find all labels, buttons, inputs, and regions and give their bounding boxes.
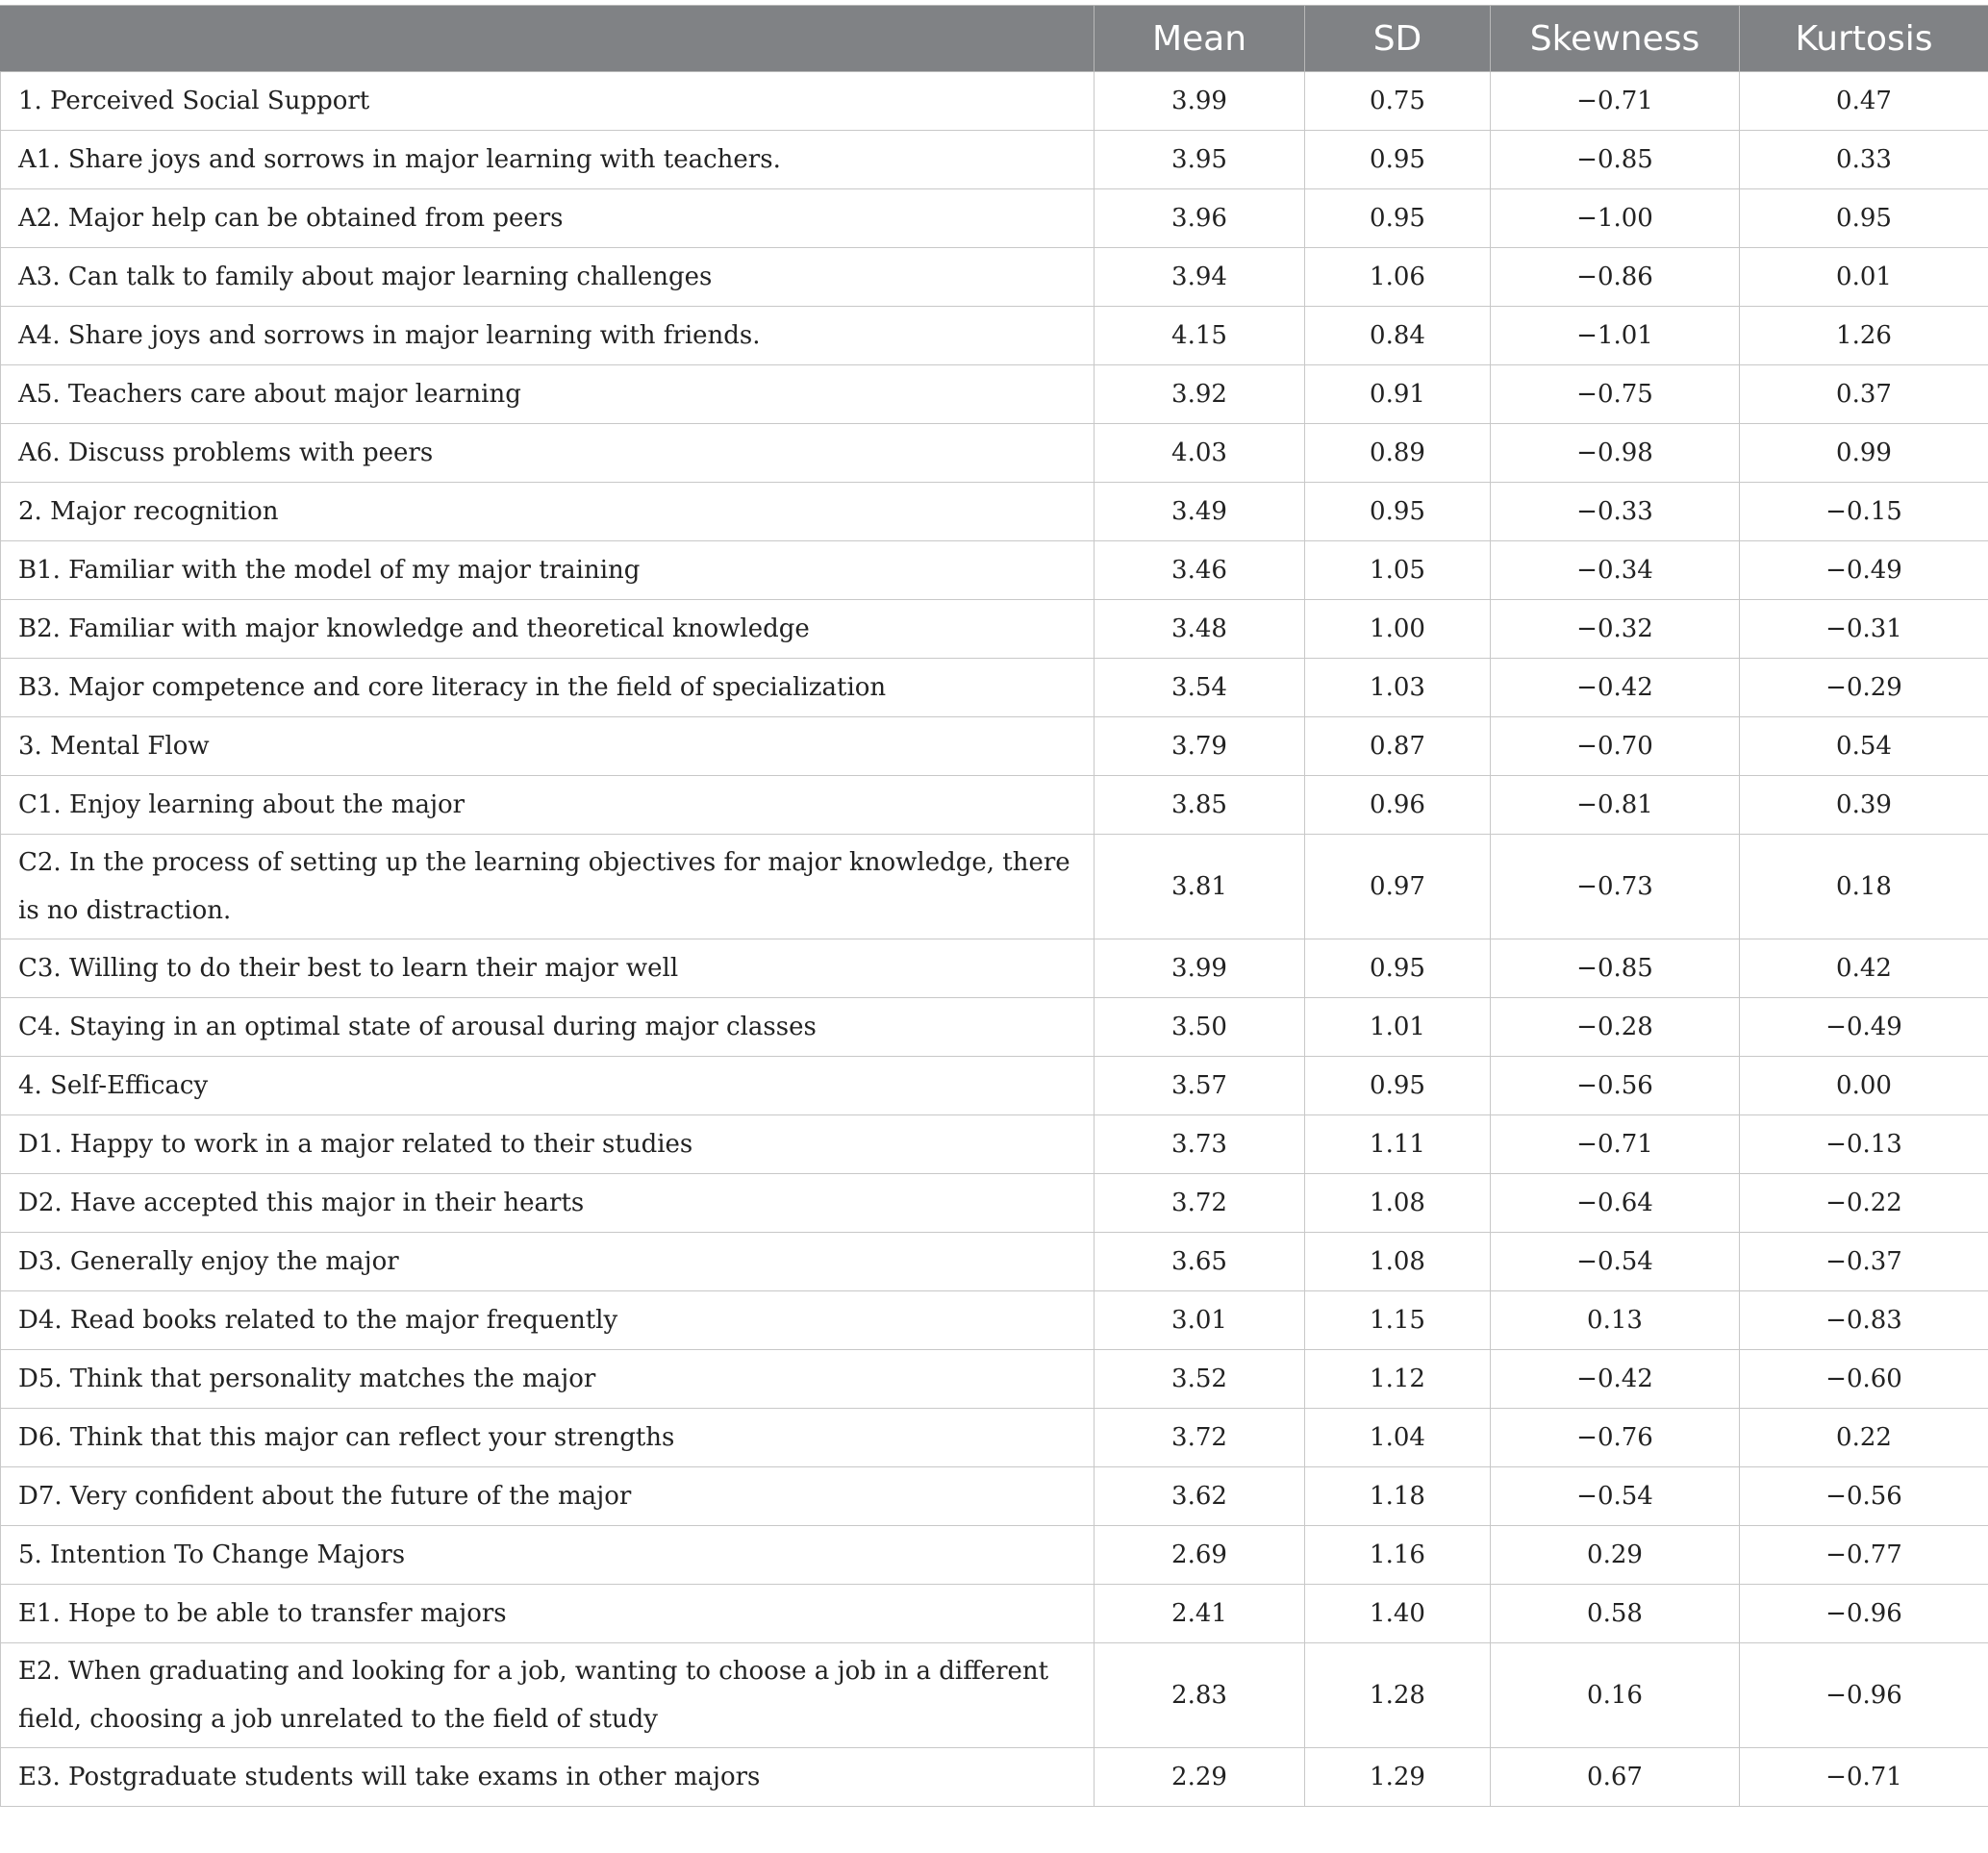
table-row: [1, 1115, 1988, 1174]
table-row: [1, 1409, 1988, 1467]
cell-sd: 1.08: [1305, 1233, 1491, 1291]
cell-sd: 1.15: [1305, 1291, 1491, 1350]
cell-item: D6. Think that this major can reflect your strengths: [1, 1409, 1095, 1467]
cell-item: D5. Think that personality matches the major: [1, 1350, 1095, 1409]
cell-item: A5. Teachers care about major learning: [1, 365, 1095, 424]
table-row: [1, 1748, 1988, 1807]
cell-item: A6. Discuss problems with peers: [1, 424, 1095, 483]
cell-skewness: 0.29: [1491, 1526, 1740, 1585]
cell-item: D3. Generally enjoy the major: [1, 1233, 1095, 1291]
table-row: [1, 189, 1988, 248]
cell-item: C1. Enjoy learning about the major: [1, 776, 1095, 835]
table-row: [1, 939, 1988, 998]
cell-item: B2. Familiar with major knowledge and theoretical knowledge: [1, 600, 1095, 659]
table-row: [1, 248, 1988, 307]
header-sd: SD: [1305, 6, 1491, 72]
cell-kurtosis: 0.00: [1740, 1057, 1988, 1115]
cell-item: D1. Happy to work in a major related to their studies: [1, 1115, 1095, 1174]
table-row: [1, 998, 1988, 1057]
cell-sd: 1.04: [1305, 1409, 1491, 1467]
table-row: [1, 1233, 1988, 1291]
cell-skewness: −0.32: [1491, 600, 1740, 659]
table-row: [1, 717, 1988, 776]
cell-kurtosis: 0.99: [1740, 424, 1988, 483]
cell-kurtosis: −0.56: [1740, 1467, 1988, 1526]
table-row: [1, 424, 1988, 483]
cell-mean: 3.85: [1095, 776, 1305, 835]
cell-kurtosis: 0.42: [1740, 939, 1988, 998]
cell-skewness: 0.16: [1491, 1643, 1740, 1748]
cell-sd: 1.08: [1305, 1174, 1491, 1233]
cell-kurtosis: 0.54: [1740, 717, 1988, 776]
cell-sd: 0.95: [1305, 1057, 1491, 1115]
cell-skewness: −0.34: [1491, 541, 1740, 600]
cell-sd: 1.00: [1305, 600, 1491, 659]
cell-item: A1. Share joys and sorrows in major learning with teachers.: [1, 131, 1095, 189]
cell-sd: 1.12: [1305, 1350, 1491, 1409]
cell-kurtosis: −0.37: [1740, 1233, 1988, 1291]
cell-item: 2. Major recognition: [1, 483, 1095, 541]
cell-sd: 1.28: [1305, 1643, 1491, 1748]
cell-mean: 3.65: [1095, 1233, 1305, 1291]
cell-mean: 4.15: [1095, 307, 1305, 365]
cell-sd: 0.91: [1305, 365, 1491, 424]
cell-item: C3. Willing to do their best to learn their major well: [1, 939, 1095, 998]
table-row: [1, 1350, 1988, 1409]
cell-kurtosis: −0.71: [1740, 1748, 1988, 1807]
descriptive-statistics-table: [0, 5, 1988, 1807]
cell-mean: 3.92: [1095, 365, 1305, 424]
cell-skewness: −0.86: [1491, 248, 1740, 307]
cell-item: E3. Postgraduate students will take exams in other majors: [1, 1748, 1095, 1807]
header-item: [1, 6, 1095, 72]
cell-sd: 0.87: [1305, 717, 1491, 776]
cell-kurtosis: 0.33: [1740, 131, 1988, 189]
cell-kurtosis: −0.22: [1740, 1174, 1988, 1233]
cell-kurtosis: 0.22: [1740, 1409, 1988, 1467]
table-body: [1, 72, 1988, 1807]
cell-mean: 3.99: [1095, 72, 1305, 131]
cell-skewness: −0.54: [1491, 1233, 1740, 1291]
cell-skewness: −0.98: [1491, 424, 1740, 483]
cell-mean: 3.01: [1095, 1291, 1305, 1350]
cell-item: A3. Can talk to family about major learning challenges: [1, 248, 1095, 307]
cell-mean: 2.41: [1095, 1585, 1305, 1643]
cell-mean: 3.52: [1095, 1350, 1305, 1409]
cell-sd: 1.16: [1305, 1526, 1491, 1585]
cell-mean: 4.03: [1095, 424, 1305, 483]
table-row: [1, 1585, 1988, 1643]
cell-skewness: 0.13: [1491, 1291, 1740, 1350]
cell-skewness: −0.76: [1491, 1409, 1740, 1467]
cell-mean: 3.57: [1095, 1057, 1305, 1115]
cell-skewness: −0.75: [1491, 365, 1740, 424]
cell-skewness: −0.81: [1491, 776, 1740, 835]
cell-sd: 0.95: [1305, 483, 1491, 541]
cell-sd: 0.97: [1305, 835, 1491, 939]
cell-sd: 1.06: [1305, 248, 1491, 307]
cell-kurtosis: −0.49: [1740, 998, 1988, 1057]
cell-item: D2. Have accepted this major in their hearts: [1, 1174, 1095, 1233]
cell-kurtosis: 0.47: [1740, 72, 1988, 131]
cell-kurtosis: −0.29: [1740, 659, 1988, 717]
table-row: [1, 72, 1988, 131]
cell-item: A4. Share joys and sorrows in major learning with friends.: [1, 307, 1095, 365]
table-row: [1, 1291, 1988, 1350]
cell-mean: 3.50: [1095, 998, 1305, 1057]
header-skewness: Skewness: [1491, 6, 1740, 72]
cell-sd: 0.84: [1305, 307, 1491, 365]
cell-kurtosis: −0.49: [1740, 541, 1988, 600]
cell-item: 5. Intention To Change Majors: [1, 1526, 1095, 1585]
table-row: [1, 1057, 1988, 1115]
cell-skewness: −0.70: [1491, 717, 1740, 776]
cell-mean: 3.62: [1095, 1467, 1305, 1526]
cell-sd: 0.95: [1305, 939, 1491, 998]
cell-sd: 0.95: [1305, 189, 1491, 248]
table-row: [1, 659, 1988, 717]
cell-skewness: 0.58: [1491, 1585, 1740, 1643]
cell-sd: 1.05: [1305, 541, 1491, 600]
cell-item: 3. Mental Flow: [1, 717, 1095, 776]
cell-mean: 3.94: [1095, 248, 1305, 307]
cell-sd: 1.40: [1305, 1585, 1491, 1643]
cell-skewness: −0.71: [1491, 72, 1740, 131]
cell-mean: 3.54: [1095, 659, 1305, 717]
cell-mean: 3.96: [1095, 189, 1305, 248]
cell-kurtosis: −0.96: [1740, 1643, 1988, 1748]
cell-kurtosis: −0.31: [1740, 600, 1988, 659]
table-row: [1, 1174, 1988, 1233]
cell-sd: 1.01: [1305, 998, 1491, 1057]
cell-skewness: −0.56: [1491, 1057, 1740, 1115]
cell-skewness: −0.54: [1491, 1467, 1740, 1526]
cell-mean: 2.83: [1095, 1643, 1305, 1748]
cell-kurtosis: −0.13: [1740, 1115, 1988, 1174]
table-row: [1, 835, 1988, 939]
table-row: [1, 1643, 1988, 1748]
cell-skewness: −0.85: [1491, 939, 1740, 998]
cell-sd: 1.11: [1305, 1115, 1491, 1174]
cell-mean: 3.81: [1095, 835, 1305, 939]
cell-skewness: −0.42: [1491, 1350, 1740, 1409]
cell-item: 1. Perceived Social Support: [1, 72, 1095, 131]
cell-kurtosis: −0.96: [1740, 1585, 1988, 1643]
cell-sd: 0.75: [1305, 72, 1491, 131]
cell-kurtosis: 0.95: [1740, 189, 1988, 248]
cell-item: B1. Familiar with the model of my major training: [1, 541, 1095, 600]
cell-sd: 0.96: [1305, 776, 1491, 835]
cell-item: E1. Hope to be able to transfer majors: [1, 1585, 1095, 1643]
cell-kurtosis: −0.77: [1740, 1526, 1988, 1585]
cell-item: 4. Self-Efficacy: [1, 1057, 1095, 1115]
table-row: [1, 365, 1988, 424]
cell-item: B3. Major competence and core literacy in the field of specialization: [1, 659, 1095, 717]
cell-kurtosis: 0.01: [1740, 248, 1988, 307]
header-row: [1, 6, 1988, 72]
table-row: [1, 307, 1988, 365]
cell-kurtosis: −0.15: [1740, 483, 1988, 541]
cell-skewness: −1.01: [1491, 307, 1740, 365]
cell-mean: 3.99: [1095, 939, 1305, 998]
cell-skewness: −1.00: [1491, 189, 1740, 248]
cell-kurtosis: 0.18: [1740, 835, 1988, 939]
table-row: [1, 1467, 1988, 1526]
header-mean: Mean: [1095, 6, 1305, 72]
cell-mean: 2.29: [1095, 1748, 1305, 1807]
cell-kurtosis: −0.83: [1740, 1291, 1988, 1350]
cell-item: E2. When graduating and looking for a job, wanting to choose a job in a different field, choosing a job unrelated to the field of study: [1, 1643, 1095, 1748]
table-header: [1, 6, 1988, 72]
cell-mean: 3.95: [1095, 131, 1305, 189]
cell-item: D7. Very confident about the future of the major: [1, 1467, 1095, 1526]
cell-skewness: −0.64: [1491, 1174, 1740, 1233]
cell-mean: 3.46: [1095, 541, 1305, 600]
cell-mean: 3.72: [1095, 1174, 1305, 1233]
cell-sd: 0.89: [1305, 424, 1491, 483]
cell-skewness: −0.42: [1491, 659, 1740, 717]
cell-item: A2. Major help can be obtained from peers: [1, 189, 1095, 248]
cell-skewness: −0.73: [1491, 835, 1740, 939]
table-row: [1, 483, 1988, 541]
cell-skewness: −0.71: [1491, 1115, 1740, 1174]
cell-mean: 3.72: [1095, 1409, 1305, 1467]
header-kurtosis: Kurtosis: [1740, 6, 1988, 72]
table-row: [1, 1526, 1988, 1585]
cell-kurtosis: 0.37: [1740, 365, 1988, 424]
cell-kurtosis: 0.39: [1740, 776, 1988, 835]
table-row: [1, 541, 1988, 600]
cell-mean: 2.69: [1095, 1526, 1305, 1585]
cell-mean: 3.73: [1095, 1115, 1305, 1174]
cell-item: D4. Read books related to the major frequently: [1, 1291, 1095, 1350]
table-row: [1, 776, 1988, 835]
cell-skewness: 0.67: [1491, 1748, 1740, 1807]
table-row: [1, 600, 1988, 659]
cell-kurtosis: −0.60: [1740, 1350, 1988, 1409]
cell-item: C2. In the process of setting up the learning objectives for major knowledge, there is no distraction.: [1, 835, 1095, 939]
cell-kurtosis: 1.26: [1740, 307, 1988, 365]
cell-sd: 1.29: [1305, 1748, 1491, 1807]
cell-skewness: −0.85: [1491, 131, 1740, 189]
cell-mean: 3.49: [1095, 483, 1305, 541]
cell-skewness: −0.33: [1491, 483, 1740, 541]
table-row: [1, 131, 1988, 189]
cell-mean: 3.79: [1095, 717, 1305, 776]
cell-mean: 3.48: [1095, 600, 1305, 659]
cell-sd: 1.03: [1305, 659, 1491, 717]
cell-item: C4. Staying in an optimal state of arousal during major classes: [1, 998, 1095, 1057]
cell-sd: 0.95: [1305, 131, 1491, 189]
cell-sd: 1.18: [1305, 1467, 1491, 1526]
cell-skewness: −0.28: [1491, 998, 1740, 1057]
